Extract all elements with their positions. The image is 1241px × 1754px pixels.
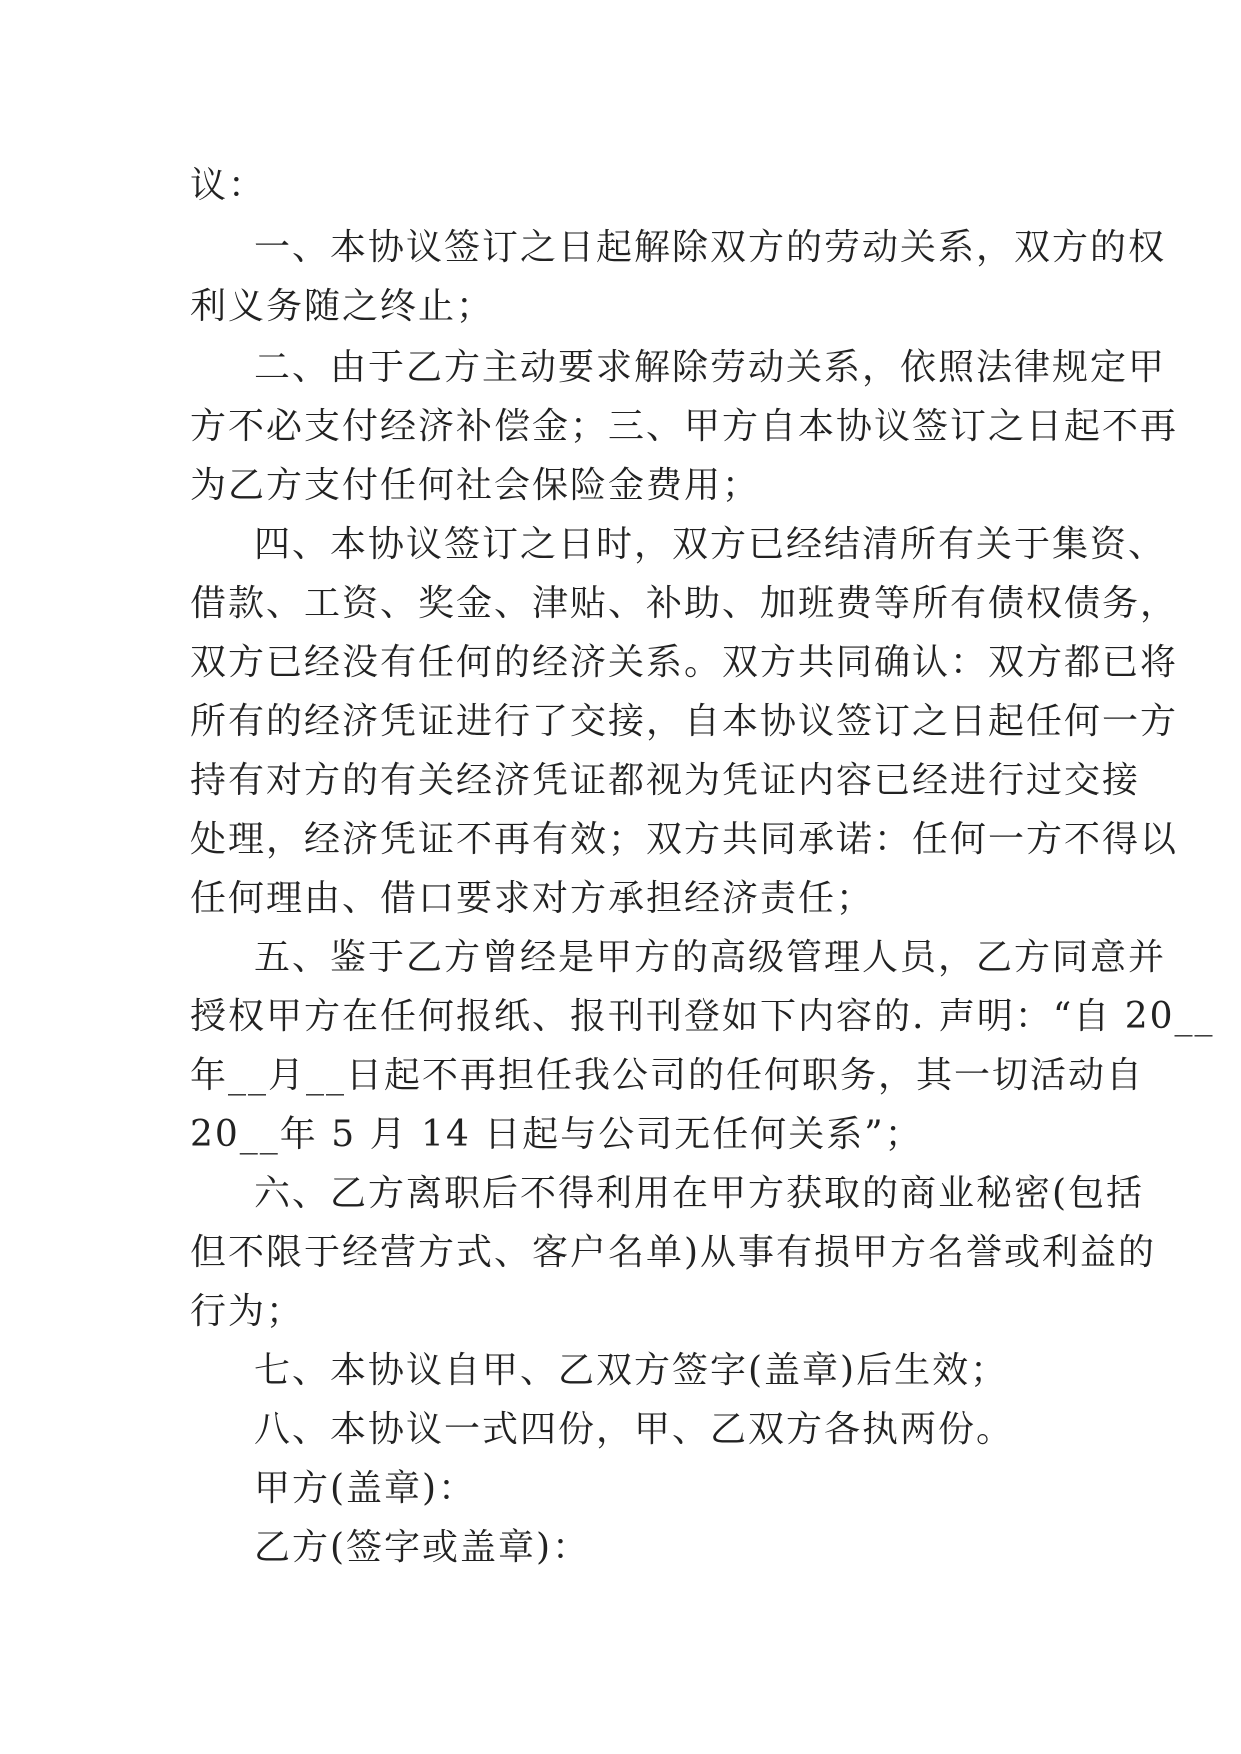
- text-line: 八、本协议一式四份，甲、乙双方各执两份。: [254, 1409, 1015, 1450]
- text-line: 七、本协议自甲、乙双方签字(盖章)后生效；: [254, 1350, 1009, 1391]
- text-line: 任何理由、借口要求对方承担经济责任；: [190, 878, 875, 919]
- text-line: 五、鉴于乙方曾经是甲方的高级管理人员，乙方同意并: [254, 937, 1167, 978]
- text-line: 二、由于乙方主动要求解除劳动关系，依照法律规定甲: [254, 347, 1167, 388]
- signature-line-party-b: 乙方(签字或盖章)：: [254, 1527, 591, 1568]
- text-line: 但不限于经营方式、客户名单)从事有损甲方名誉或利益的: [190, 1232, 1157, 1273]
- signature-line-party-a: 甲方(盖章)：: [254, 1468, 477, 1509]
- text-line: 处理，经济凭证不再有效；双方共同承诺：任何一方不得以: [190, 819, 1179, 860]
- text-line: 行为；: [190, 1291, 305, 1332]
- text-line: 利义务随之终止；: [190, 286, 495, 327]
- text-line: 授权甲方在任何报纸、报刊刊登如下内容的. 声明：“自 20__: [190, 996, 1215, 1037]
- text-line: 年__月__日起不再担任我公司的任何职务，其一切活动自: [190, 1055, 1145, 1096]
- text-line: 双方已经没有任何的经济关系。双方共同确认：双方都已将: [190, 642, 1179, 683]
- text-line: 议：: [190, 165, 267, 206]
- text-line: 六、乙方离职后不得利用在甲方获取的商业秘密(包括: [254, 1173, 1145, 1214]
- text-line: 方不必支付经济补偿金；三、甲方自本协议签订之日起不再: [190, 406, 1179, 447]
- text-line: 借款、工资、奖金、津贴、补助、加班费等所有债权债务，: [190, 583, 1179, 624]
- text-line: 四、本协议签订之日时，双方已经结清所有关于集资、: [254, 524, 1167, 565]
- text-line: 为乙方支付任何社会保险金费用；: [190, 465, 761, 506]
- text-line: 持有对方的有关经济凭证都视为凭证内容已经进行过交接: [190, 760, 1141, 801]
- text-line: 20__年 5 月 14 日起与公司无任何关系”；: [190, 1114, 923, 1155]
- text-line: 所有的经济凭证进行了交接，自本协议签订之日起任何一方: [190, 701, 1179, 742]
- text-line: 一、本协议签订之日起解除双方的劳动关系，双方的权: [254, 227, 1167, 268]
